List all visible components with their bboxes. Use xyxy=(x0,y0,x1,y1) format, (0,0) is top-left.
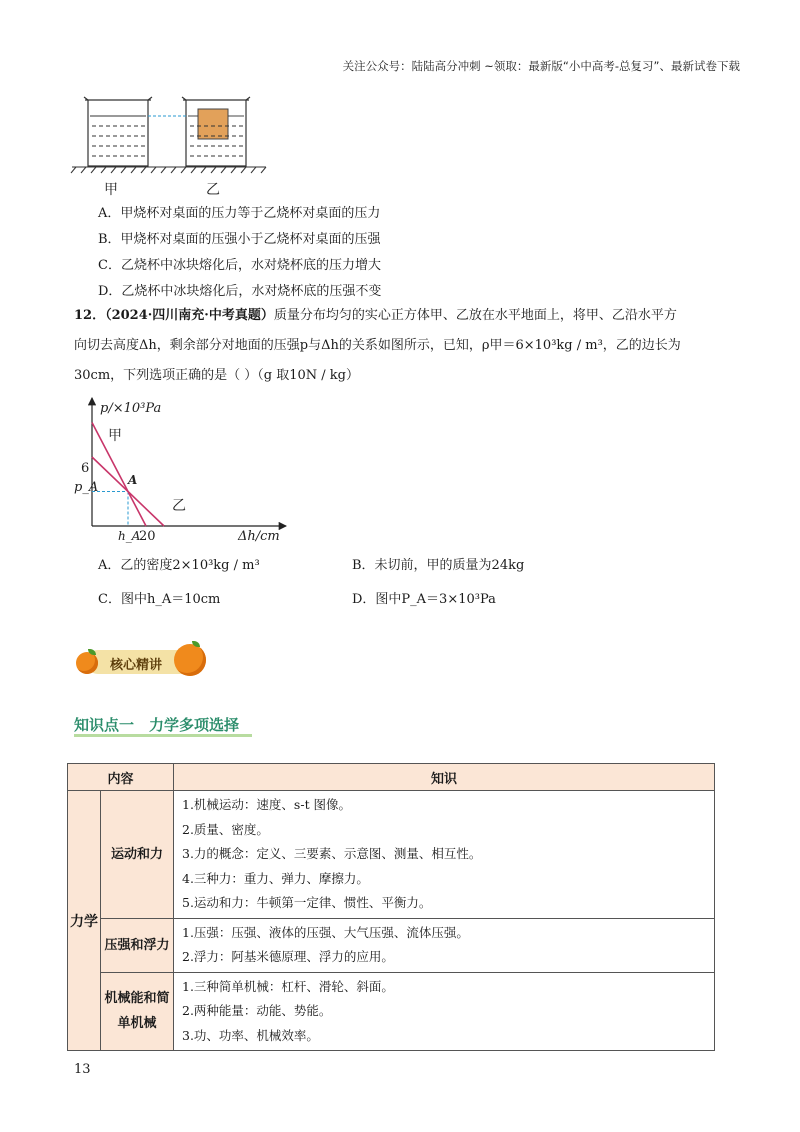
q12-option-b: B．未切前，甲的质量为24kg xyxy=(352,558,525,573)
section-title-text: 知识点一 力学多项选择 xyxy=(74,716,240,734)
q12-option-d: D．图中P_A＝3×10³Pa xyxy=(352,592,496,607)
table-row xyxy=(68,972,715,1051)
q12-option-c: C．图中h_A＝10cm xyxy=(98,592,221,607)
x-tick-ha: h_A xyxy=(118,529,141,543)
list-item: 2.浮力：阿基米德原理、浮力的应用。 xyxy=(182,949,394,964)
x-axis-label: Δh/cm xyxy=(238,529,280,544)
badge-label: 核心精讲 xyxy=(110,658,163,673)
table-surface xyxy=(71,167,266,173)
beakers-figure xyxy=(70,92,270,202)
q11-option-c: C．乙烧杯中冰块熔化后，水对烧杯底的压力增大 xyxy=(98,258,381,273)
header-content: 内容 xyxy=(68,764,174,791)
q12-source: （2024·四川南充·中考真题） xyxy=(105,308,274,323)
list-item: 1.机械运动：速度、s-t 图像。 xyxy=(182,797,352,812)
items-cell xyxy=(174,918,715,972)
point-label-a: A xyxy=(128,473,138,487)
x-tick-20: 20 xyxy=(139,529,156,544)
group-cell: 力学 xyxy=(68,791,101,1051)
header-knowledge: 知识 xyxy=(174,764,715,791)
series-label-yi: 乙 xyxy=(172,498,186,514)
q11-option-b: B．甲烧杯对桌面的压强小于乙烧杯对桌面的压强 xyxy=(98,232,381,247)
list-item: 1.压强：压强、液体的压强、大气压强、流体压强。 xyxy=(182,924,469,940)
list-item: 4.三种力：重力、弹力、摩擦力。 xyxy=(182,870,369,886)
page-number: 13 xyxy=(74,1062,91,1077)
beaker-right-label: 乙 xyxy=(206,182,220,198)
list-item: 2.两种能量：动能、势能。 xyxy=(182,1003,332,1018)
table-header-row xyxy=(68,764,715,791)
y-tick-pa: p_A xyxy=(74,480,99,495)
list-item: 1.三种简单机械：杠杆、滑轮、斜面。 xyxy=(182,978,394,994)
q12-text-1: 质量分布均匀的实心正方体甲、乙放在水平地面上，将甲、乙沿水平方 xyxy=(273,308,677,323)
topic-cell: 机械能和简单机械 xyxy=(101,972,174,1051)
list-item: 3.力的概念：定义、三要素、示意图、测量、相互性。 xyxy=(182,846,482,861)
q11-option-a: A．甲烧杯对桌面的压力等于乙烧杯对桌面的压力 xyxy=(98,206,381,221)
orange-right-icon xyxy=(174,644,206,676)
q11-option-d: D．乙烧杯中冰块熔化后，水对烧杯底的压强不变 xyxy=(98,284,382,299)
list-item: 2.质量、密度。 xyxy=(182,821,269,837)
section-title xyxy=(74,714,239,735)
list-item: 5.运动和力：牛顿第一定律、惯性、平衡力。 xyxy=(182,895,432,910)
q12-line-1 xyxy=(74,306,677,326)
table-row xyxy=(68,918,715,972)
knowledge-table xyxy=(67,763,715,1051)
core-badge xyxy=(74,644,206,680)
header-note: 关注公众号：陆陆高分冲刺 ~领取：最新版“小中高考-总复习”、最新试卷下载 xyxy=(342,59,740,73)
list-item: 3.功、功率、机械效率。 xyxy=(182,1027,319,1043)
y-tick-6: 6 xyxy=(81,461,90,476)
table-row xyxy=(68,791,715,919)
q12-number: 12． xyxy=(74,308,106,323)
q12-line-2: 向切去高度Δh，剩余部分对地面的压强p与Δh的关系如图所示，已知，ρ甲＝6×10³kg / m³，乙的边长为 xyxy=(74,338,681,353)
beaker-left-label: 甲 xyxy=(104,182,118,198)
series-label-jia: 甲 xyxy=(108,428,122,444)
orange-left-icon xyxy=(76,652,98,674)
ice-block xyxy=(198,109,228,139)
topic-cell: 压强和浮力 xyxy=(101,918,174,972)
q12-option-a: A．乙的密度2×10³kg / m³ xyxy=(98,558,260,573)
y-axis-label: p/×10³Pa xyxy=(100,401,162,416)
items-cell xyxy=(174,972,715,1051)
topic-cell: 运动和力 xyxy=(101,791,174,919)
q12-line-3: 30cm，下列选项正确的是（ ）（g 取10N / kg） xyxy=(74,368,359,383)
section-title-underline xyxy=(74,734,252,737)
items-cell xyxy=(174,791,715,919)
water-left xyxy=(90,116,146,156)
pressure-chart xyxy=(72,394,302,549)
